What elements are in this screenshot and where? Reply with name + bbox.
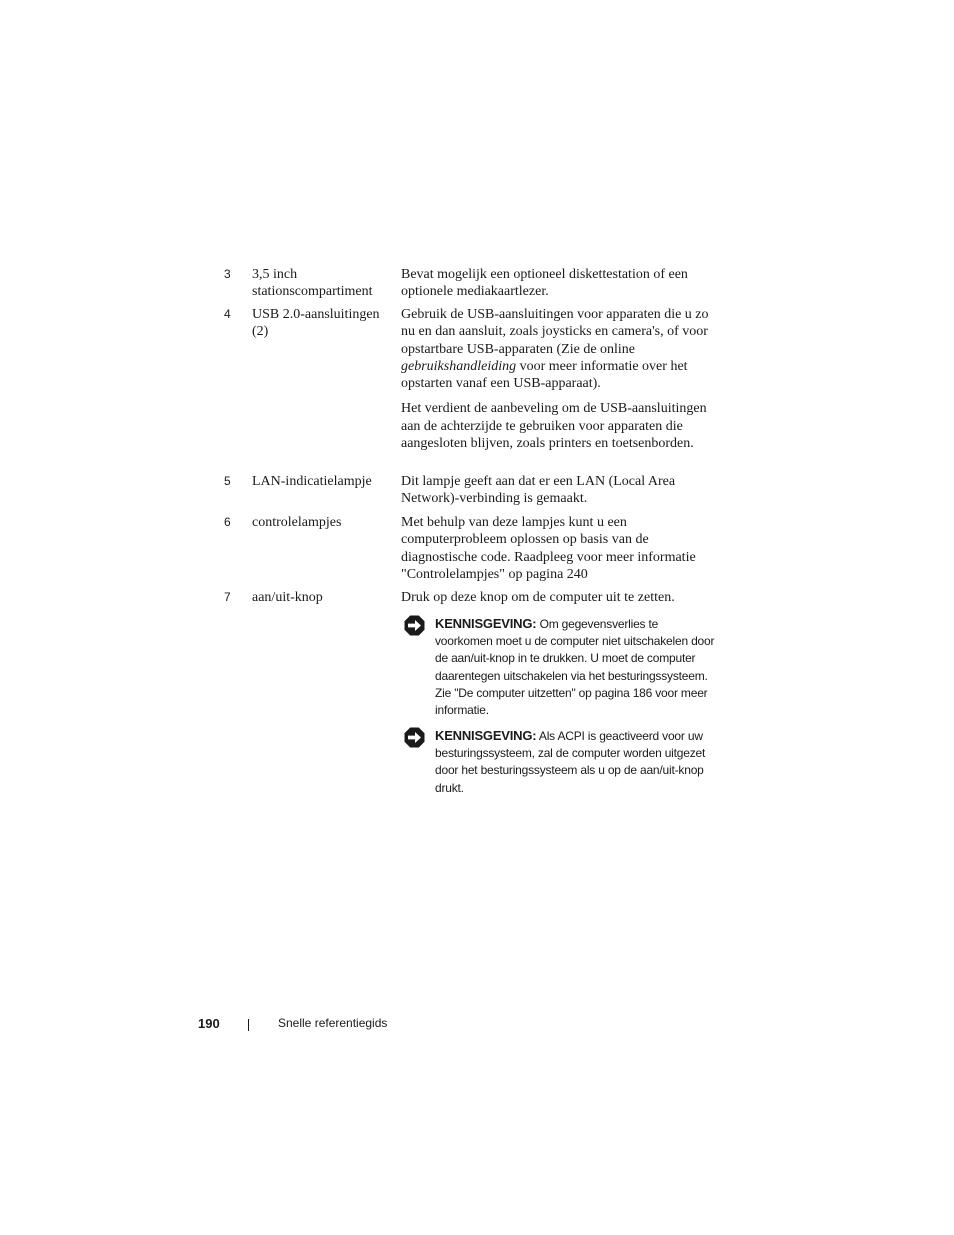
notice-block (401, 727, 717, 797)
notice-body: Als ACPI is geactiveerd voor uw besturingssysteem, zal de computer worden uitgezet door het besturingssysteem als u op de aan/uit-knop drukt. (435, 729, 706, 795)
row-number: 5 (224, 474, 231, 488)
row-description (401, 266, 711, 301)
description-text: voor meer informatie over het opstarten vanaf een USB-apparaat). (401, 358, 688, 392)
notice-label: KENNISGEVING: (435, 728, 537, 743)
row-description (401, 514, 711, 583)
row-term: controlelampjes (252, 515, 342, 530)
row-term: 3,5 inch stationscompartiment (252, 267, 373, 300)
description-paragraph (401, 306, 711, 392)
notice-text (435, 615, 717, 719)
row-number: 6 (224, 515, 231, 529)
description-text: Gebruik de USB-aansluitingen voor apparaten die u zo nu en dan aansluit, zoals joysticks en camera's, of voor opstartbare USB-apparaten (Zie de online (401, 307, 709, 357)
row-number: 3 (224, 267, 231, 281)
footer-title: Snelle referentiegids (278, 1016, 388, 1030)
row-term: USB 2.0-aansluitingen (2) (252, 307, 380, 340)
row-number: 7 (224, 590, 231, 604)
notice-block (401, 615, 717, 719)
description-paragraph: Bevat mogelijk een optioneel diskettestation of een optionele mediakaartlezer. (401, 267, 688, 300)
footer-divider (248, 1019, 249, 1031)
notice-text (435, 727, 717, 797)
row-term: aan/uit-knop (252, 590, 323, 605)
page-number: 190 (198, 1016, 220, 1031)
notice-arrow-icon (404, 615, 425, 636)
description-emphasis: gebruikshandleiding (401, 358, 517, 374)
row-term: LAN-indicatielampje (252, 474, 372, 489)
row-number: 4 (224, 307, 231, 321)
row-description (401, 589, 711, 606)
row-description (401, 473, 711, 508)
row-description (401, 306, 711, 452)
notice-body: Om gegevensverlies te voorkomen moet u de computer niet uitschakelen door de aan/uit-knop in te drukken. U moet de computer daarentegen uitschakelen via het besturingssysteem. Zie "De computer uitzetten" op pagina 186 voor meer informatie. (435, 617, 715, 718)
notice-label: KENNISGEVING: (435, 616, 537, 631)
description-paragraph: Dit lampje geeft aan dat er een LAN (Local Area Network)-verbinding is gemaakt. (401, 474, 676, 507)
description-paragraph: Druk op deze knop om de computer uit te zetten. (401, 590, 675, 605)
description-paragraph: Het verdient de aanbeveling om de USB-aansluitingen aan de achterzijde te gebruiken voor apparaten die aangesloten blijven, zoals printers en toetsenborden. (401, 401, 707, 452)
description-paragraph: Met behulp van deze lampjes kunt u een computerprobleem oplossen op basis van de diagnostische code. Raadpleeg voor meer informatie "Controlelampjes" op pagina 240 (401, 515, 696, 582)
notice-arrow-icon (404, 727, 425, 748)
